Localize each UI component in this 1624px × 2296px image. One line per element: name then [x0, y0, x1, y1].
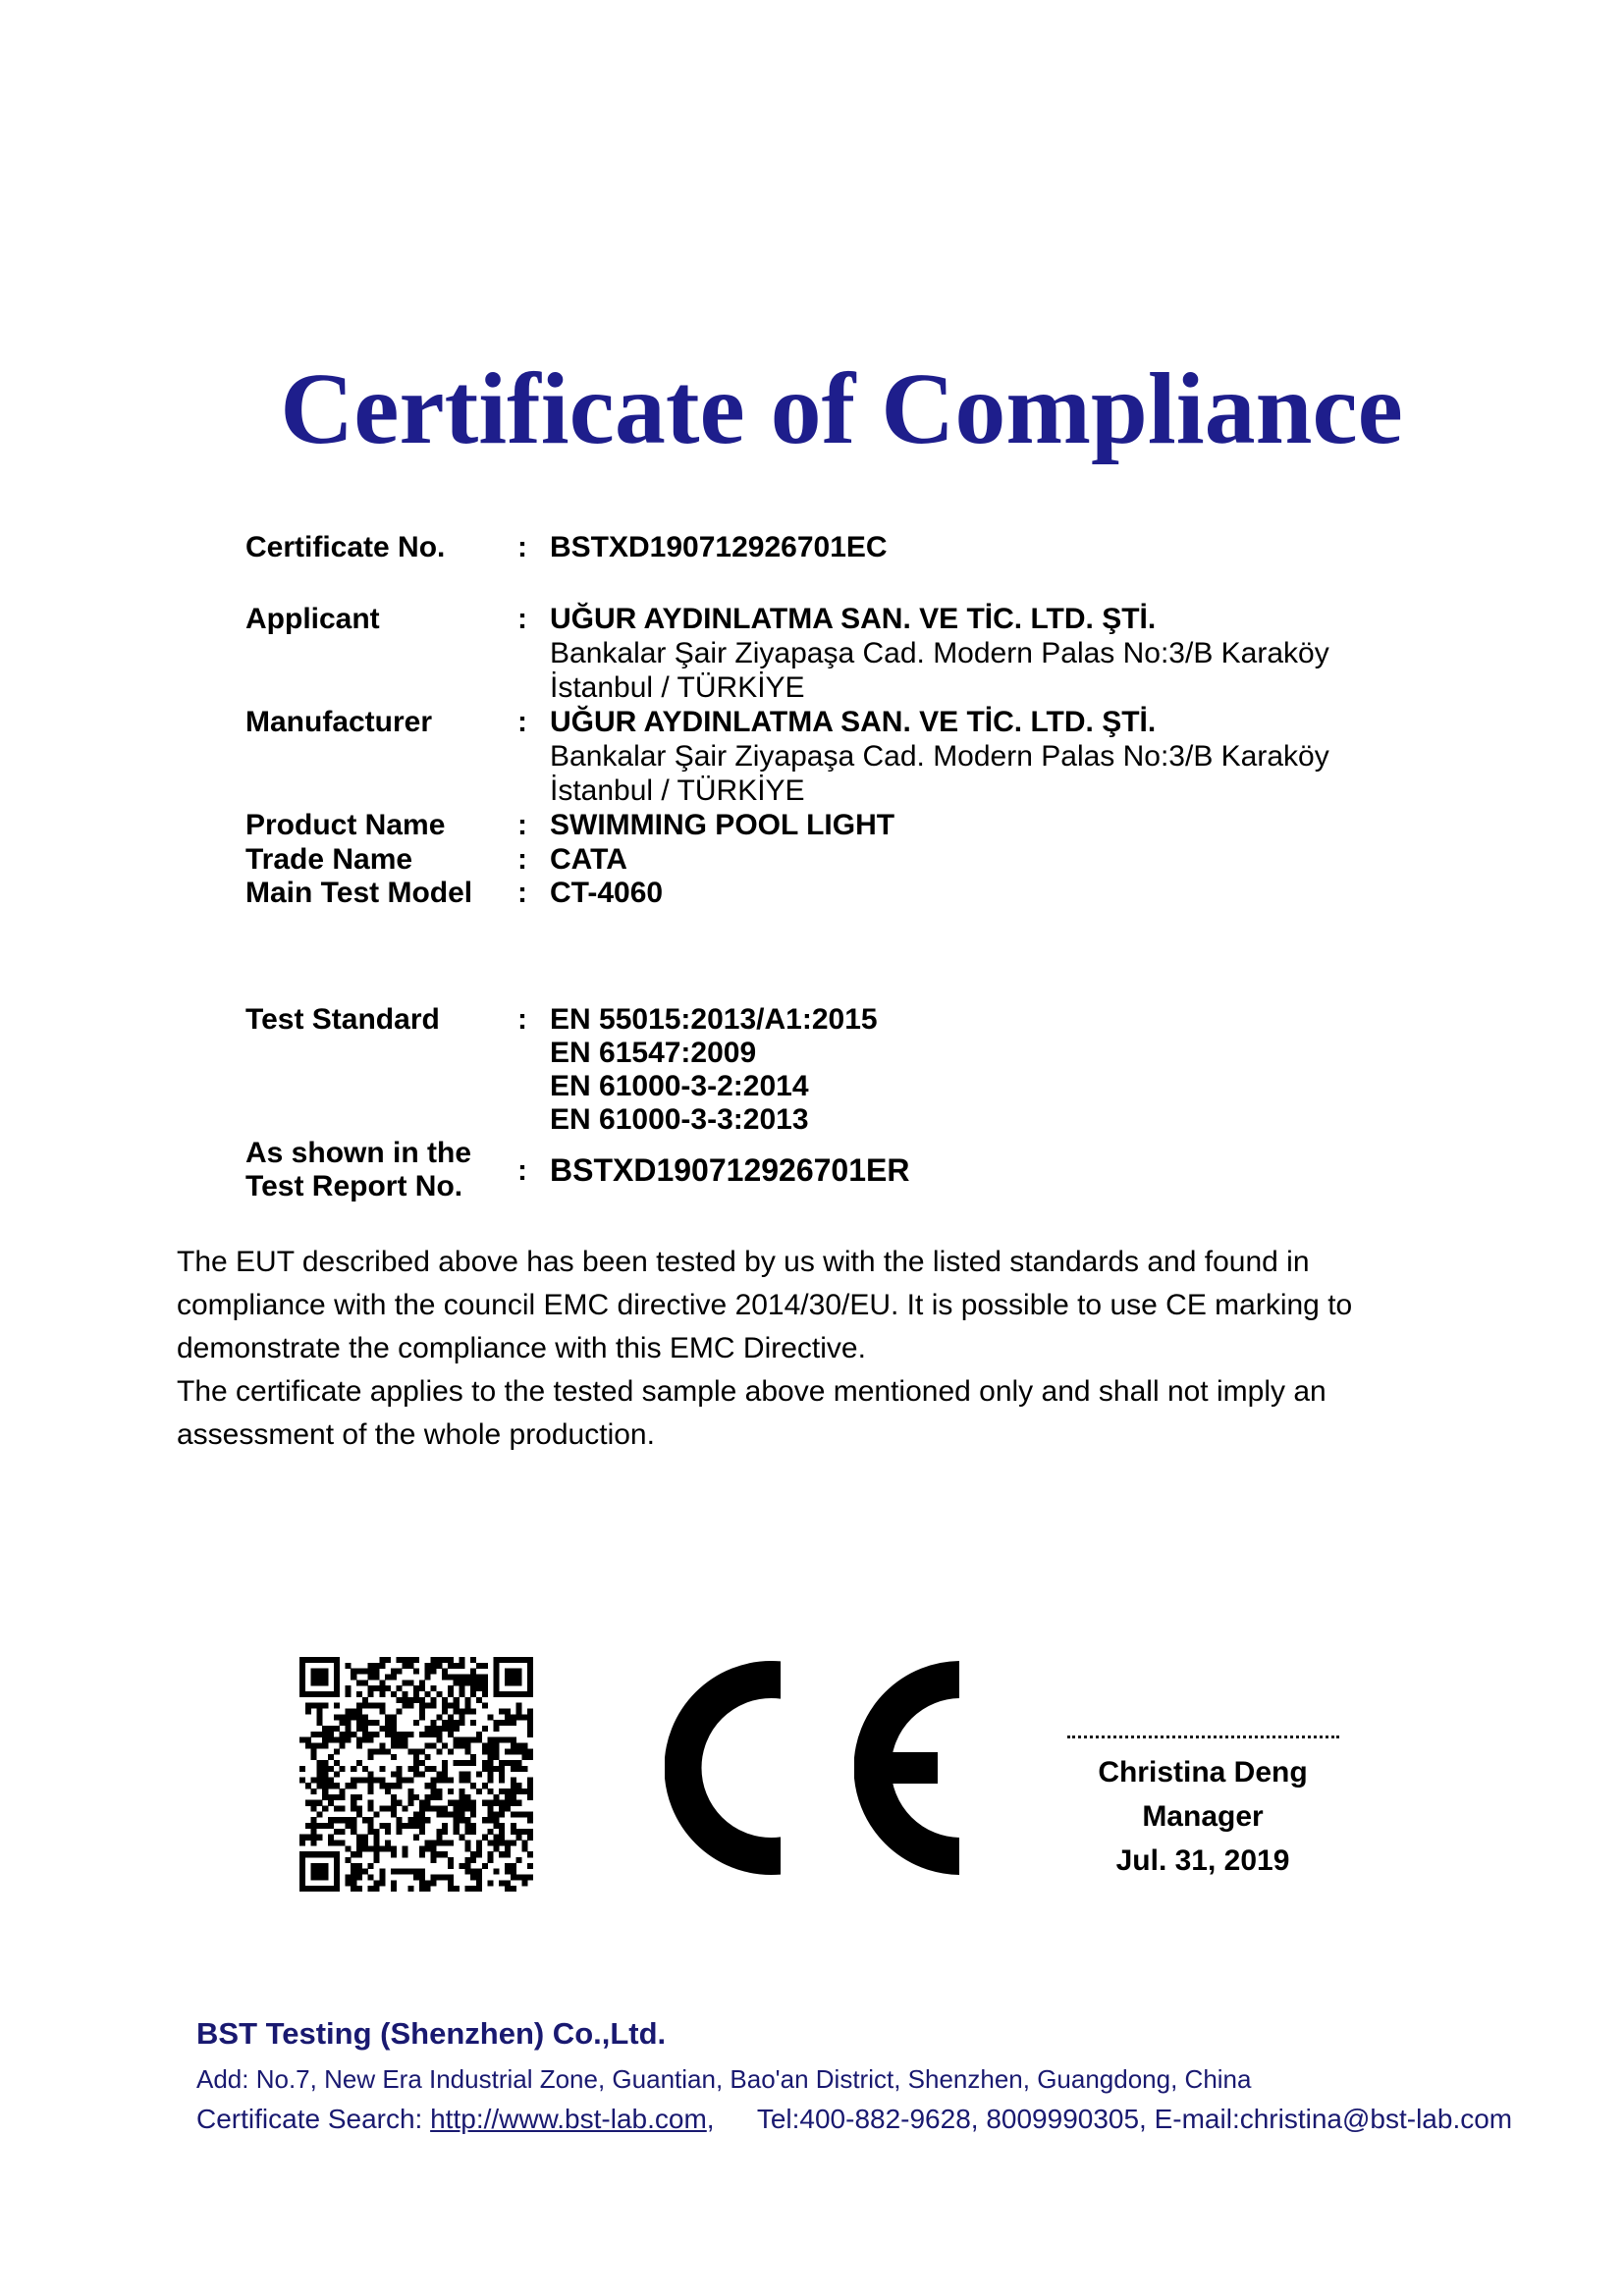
page-title: Certificate of Compliance — [280, 352, 1403, 465]
signature-block — [1011, 1735, 1394, 1883]
field-row-test-standard — [245, 1003, 878, 1137]
signature-date: Jul. 31, 2019 — [1115, 1844, 1290, 1877]
field-row-certificate-no — [245, 530, 888, 564]
manufacturer-value-group — [550, 705, 1329, 808]
test-standard-line: EN 61547:2009 — [550, 1037, 757, 1069]
colon-separator: : — [517, 1153, 527, 1187]
colon-separator: : — [517, 843, 527, 876]
field-row-manufacturer — [245, 705, 1329, 808]
footer-company-name: BST Testing (Shenzhen) Co.,Ltd. — [196, 2016, 667, 2051]
test-standard-value-group — [550, 1003, 878, 1137]
colon-separator: : — [517, 877, 527, 909]
test-report-label-line1: As shown in the — [245, 1137, 472, 1169]
search-separator: , — [706, 2104, 715, 2134]
test-standard-line: EN 55015:2013/A1:2015 — [550, 1003, 878, 1036]
applicant-address-line2: İstanbul / TÜRKİYE — [550, 671, 805, 704]
manufacturer-address-line2: İstanbul / TÜRKİYE — [550, 774, 805, 807]
test-standard-label: Test Standard — [245, 1003, 440, 1036]
manufacturer-address-line1: Bankalar Şair Ziyapaşa Cad. Modern Palas No:3/B Karaköy — [550, 740, 1329, 773]
trade-name-value: CATA — [550, 843, 627, 876]
field-row-product-name — [245, 808, 894, 842]
colon-separator: : — [517, 706, 527, 738]
certificate-no-value: BSTXD190712926701EC — [550, 531, 888, 563]
product-name-label: Product Name — [245, 809, 446, 841]
signatory-title: Manager — [1142, 1800, 1264, 1833]
test-standard-line: EN 61000-3-3:2013 — [550, 1103, 809, 1136]
applicant-address-line1: Bankalar Şair Ziyapaşa Cad. Modern Palas No:3/B Karaköy — [550, 637, 1329, 669]
test-report-value: BSTXD190712926701ER — [550, 1151, 910, 1188]
test-report-label — [245, 1137, 517, 1203]
manufacturer-label: Manufacturer — [245, 706, 433, 738]
manufacturer-name: UĞUR AYDINLATMA SAN. VE TİC. LTD. ŞTİ. — [550, 706, 1157, 738]
signature-dotted-line — [1067, 1735, 1339, 1738]
test-standard-line: EN 61000-3-2:2014 — [550, 1070, 809, 1102]
statement-paragraph-1: The EUT described above has been tested by us with the listed standards and found in compliance with the council EMC directive 2014/30/EU. It is possible to use CE marking to demonstrate the compliance with this EMC Directive. — [177, 1246, 1353, 1364]
test-report-label-line2: Test Report No. — [245, 1170, 463, 1202]
product-name-value: SWIMMING POOL LIGHT — [550, 809, 895, 841]
applicant-label: Applicant — [245, 603, 380, 635]
field-row-main-test-model — [245, 876, 663, 910]
footer-contact-info: Tel:400-882-9628, 8009990305, E-mail:christina@bst-lab.com — [756, 2104, 1513, 2134]
colon-separator: : — [517, 603, 527, 635]
compliance-statement — [177, 1241, 1453, 1457]
certificate-no-label: Certificate No. — [245, 531, 446, 563]
applicant-name: UĞUR AYDINLATMA SAN. VE TİC. LTD. ŞTİ. — [550, 603, 1157, 635]
footer-company-address: Add: No.7, New Era Industrial Zone, Guantian, Bao'an District, Shenzhen, Guangdong, China — [196, 2064, 1252, 2094]
colon-separator: : — [517, 1003, 527, 1036]
qr-code — [299, 1657, 533, 1892]
certificate-search-label: Certificate Search: — [196, 2104, 423, 2134]
field-row-applicant — [245, 602, 1329, 705]
field-row-test-report-no — [245, 1137, 909, 1203]
colon-separator: : — [517, 809, 527, 841]
signatory-name: Christina Deng — [1098, 1756, 1308, 1789]
colon-separator: : — [517, 531, 527, 563]
trade-name-label: Trade Name — [245, 843, 413, 876]
applicant-value-group — [550, 602, 1329, 705]
certificate-search-url-link[interactable]: http://www.bst-lab.com — [430, 2104, 707, 2134]
footer-certificate-search-line — [196, 2103, 1512, 2136]
statement-paragraph-2: The certificate applies to the tested sample above mentioned only and shall not imply an assessment of the whole production. — [177, 1375, 1326, 1451]
main-test-model-label: Main Test Model — [245, 877, 473, 909]
main-test-model-value: CT-4060 — [550, 877, 664, 909]
ce-mark-icon — [665, 1661, 959, 1875]
field-row-trade-name — [245, 842, 627, 877]
